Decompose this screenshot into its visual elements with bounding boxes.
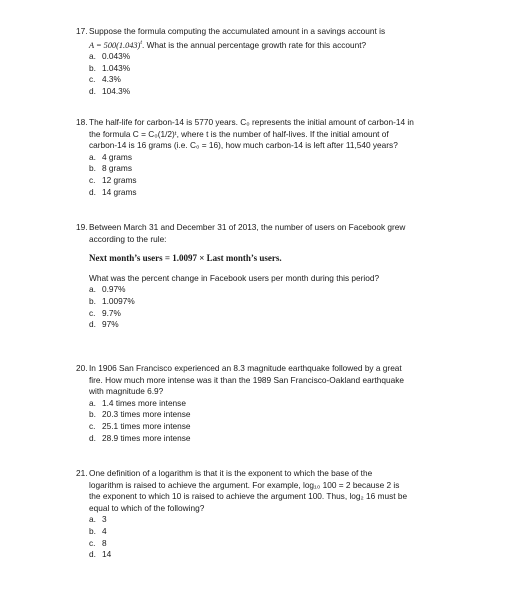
choice-letter: c. [89,74,96,85]
choice-text: 20.3 times more intense [102,409,191,420]
choice-text: 14 grams [102,186,137,197]
choice-text: 3 [102,514,107,525]
question-number: 18. [76,117,88,127]
question-21 [76,468,476,561]
answer-choice[interactable] [89,163,476,175]
answer-choice[interactable] [89,187,476,199]
choice-text: 0.97% [102,284,126,295]
choice-letter: c. [89,307,96,318]
answer-choices [76,284,476,330]
growth-rule: Next month’s users = 1.0097 × Last month’s users. [89,253,282,264]
choice-text: 12 grams [102,174,137,185]
question-17 [76,26,476,97]
answer-choice[interactable] [89,296,476,308]
choice-letter: a. [89,397,96,408]
question-text: . What is the annual percentage growth rate for this account? [141,39,367,50]
choice-text: 1.4 times more intense [102,397,186,408]
choice-letter: d. [89,85,96,96]
answer-choice[interactable] [89,421,476,433]
answer-choice[interactable] [89,308,476,320]
question-text-line: carbon-14 is 16 grams (i.e. C₀ = 16), how much carbon-14 is left after 11,540 years? [89,140,398,151]
choice-letter: a. [89,514,96,525]
answer-choice[interactable] [89,398,476,410]
answer-choices [76,51,476,97]
question-18 [76,117,476,198]
choice-letter: c. [89,420,96,431]
question-stem [76,117,476,152]
question-text-line: the formula C = C₀(1/2)ᵗ, where t is the number of half-lives. If the initial amount of [89,128,389,139]
question-text-line: What was the percent change in Facebook users per month during this period? [89,272,380,283]
choice-letter: a. [89,284,96,295]
answer-choice[interactable] [89,86,476,98]
choice-letter: b. [89,409,96,420]
answer-choice[interactable] [89,152,476,164]
question-number: 20. [76,363,88,373]
choice-letter: b. [89,62,96,73]
answer-choice[interactable] [89,51,476,63]
question-text-line: Between March 31 and December 31 of 2013, the number of users on Facebook grew [89,222,406,232]
choice-letter: d. [89,432,96,443]
question-stem [76,222,476,245]
question-prompt [76,273,476,285]
question-stem [76,26,476,51]
choice-letter: d. [89,549,96,560]
answer-choice[interactable] [89,74,476,86]
choice-letter: b. [89,295,96,306]
answer-choices [76,514,476,560]
answer-choices [76,398,476,444]
choice-text: 1.0097% [102,295,135,306]
question-number: 19. [76,222,88,232]
answer-choice[interactable] [89,526,476,538]
question-text-line: according to the rule: [89,233,167,244]
question-text-line [89,38,476,51]
question-text-line: with magnitude 6.9? [89,386,164,397]
question-number: 17. [76,26,88,36]
answer-choice[interactable] [89,514,476,526]
choice-text: 104.3% [102,85,131,96]
question-text-line: One definition of a logarithm is that it is the exponent to which the base of the [89,468,373,478]
choice-letter: b. [89,163,96,174]
choice-text: 1.043% [102,62,131,73]
choice-text: 9.7% [102,307,121,318]
answer-choice[interactable] [89,63,476,75]
answer-choice[interactable] [89,538,476,550]
question-stem [76,363,476,398]
answer-choice[interactable] [89,549,476,561]
answer-choice[interactable] [89,284,476,296]
choice-letter: d. [89,186,96,197]
choice-text: 25.1 times more intense [102,420,191,431]
answer-choice[interactable] [89,175,476,187]
choice-text: 4.3% [102,74,121,85]
choice-letter: c. [89,537,96,548]
answer-choices [76,152,476,198]
choice-text: 8 [102,537,107,548]
choice-text: 97% [102,319,119,330]
choice-letter: a. [89,50,96,61]
choice-text: 4 grams [102,151,132,162]
answer-choice[interactable] [89,409,476,421]
question-text-line: Suppose the formula computing the accumulated amount in a savings account is [89,26,386,36]
formula-exponent: t [140,39,142,46]
answer-choice[interactable] [89,433,476,445]
choice-letter: a. [89,151,96,162]
choice-text: 8 grams [102,163,132,174]
formula: A = 500(1.043) [89,40,141,50]
choice-text: 28.9 times more intense [102,432,191,443]
answer-choice[interactable] [89,319,476,331]
question-text-line: The half-life for carbon-14 is 5770 years. C₀ represents the initial amount of carbon-14 in [89,117,414,127]
question-text-line: logarithm is raised to achieve the argument. For example, log₁₀ 100 = 2 because 2 is [89,479,400,490]
question-text-line: the exponent to which 10 is raised to achieve the argument 100. Thus, log₂ 16 must be [89,491,408,502]
question-19 [76,222,476,331]
question-number: 21. [76,468,88,478]
question-stem [76,468,476,514]
question-text-line: fire. How much more intense was it than the 1989 San Francisco-Oakland earthquake [89,374,404,385]
question-20 [76,363,476,444]
question-text-line: equal to which of the following? [89,502,205,513]
choice-letter: b. [89,525,96,536]
choice-text: 14 [102,549,112,560]
choice-letter: c. [89,174,96,185]
choice-text: 4 [102,525,107,536]
choice-letter: d. [89,319,96,330]
question-text-line: In 1906 San Francisco experienced an 8.3 magnitude earthquake followed by a great [89,363,402,373]
choice-text: 0.043% [102,50,131,61]
